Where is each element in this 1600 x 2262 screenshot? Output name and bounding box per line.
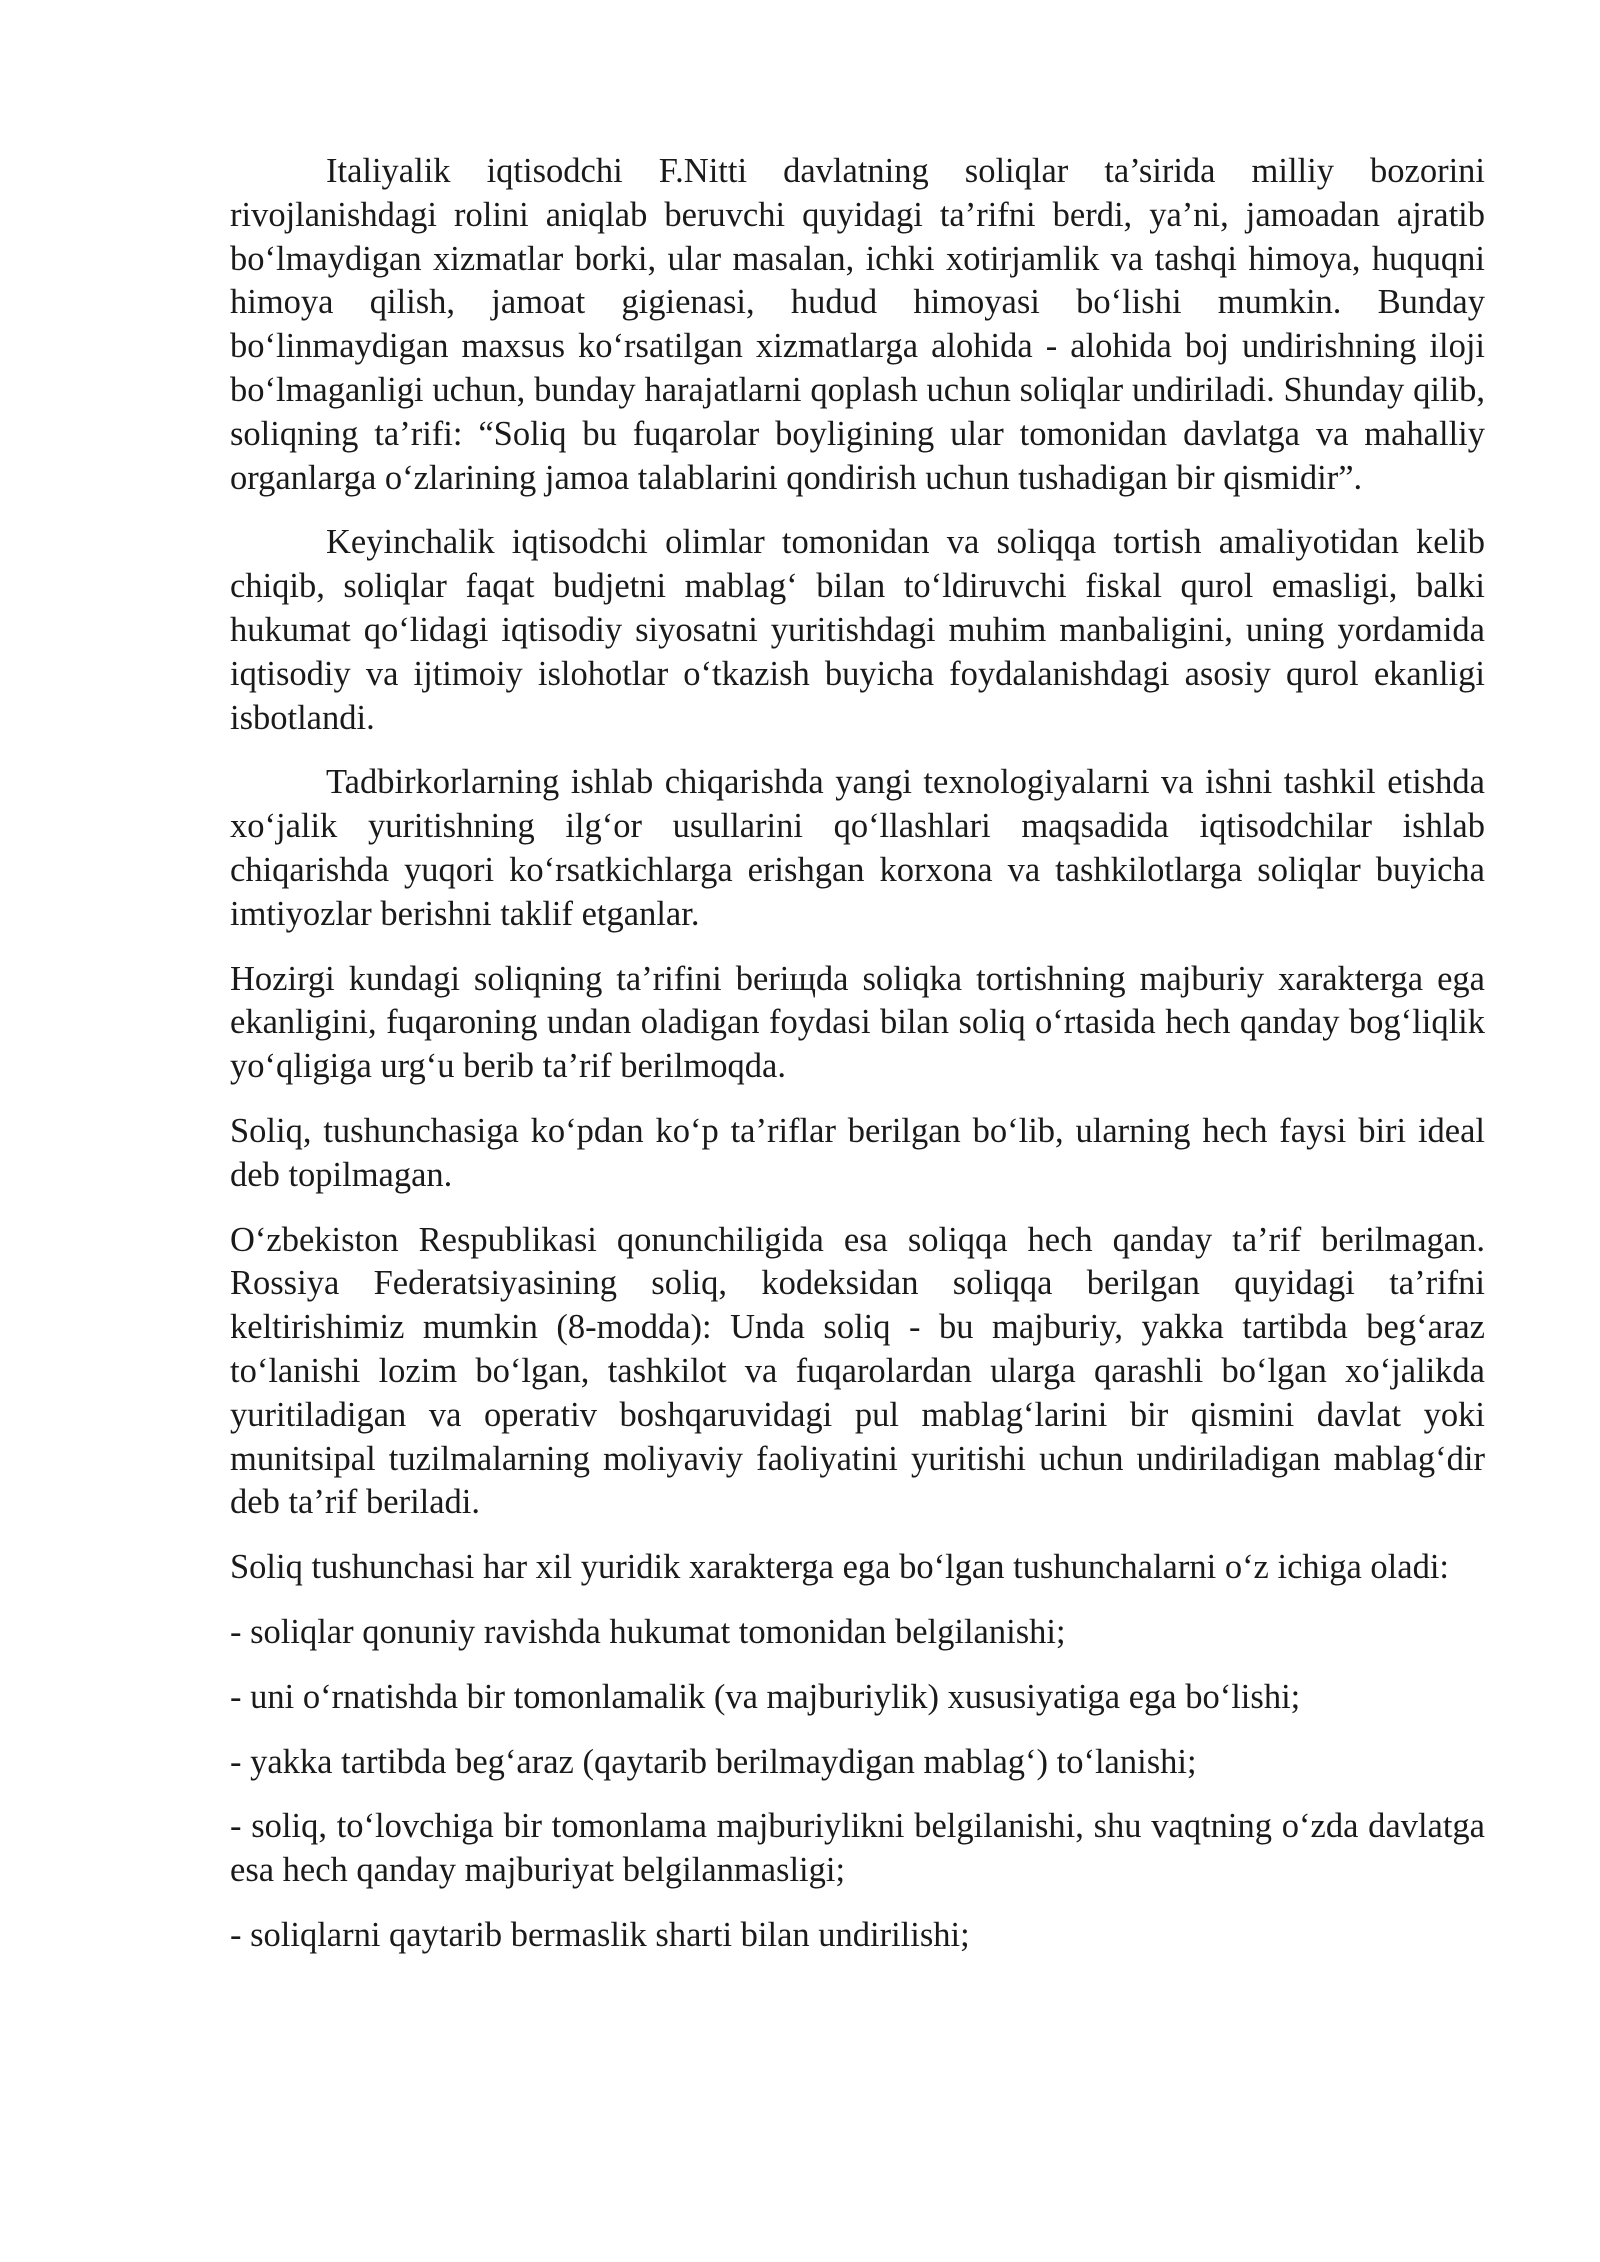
list-item: - soliqlar qonuniy ravishda hukumat tomonidan belgilanishi; (230, 1612, 1066, 1651)
paragraph-many-definitions: Soliq, tushunchasiga ko‘pdan ko‘p ta’riflar berilgan bo‘lib, ularning hech faysi biri ideal deb topilmagan. (230, 1111, 1485, 1194)
list-item: - yakka tartibda beg‘araz (qaytarib berilmaydigan mablag‘) to‘lanishi; (230, 1742, 1197, 1781)
paragraph-economists-proof: Keyinchalik iqtisodchi olimlar tomonidan va soliqqa tortish amaliyotidan kelib chiqib, soliqlar faqat budjetni mablag‘ bilan to‘ldiruvchi fiskal qurol emasligi, balki hukumat qo‘lidagi iqtisodiy siyosatni yuritishdagi muhim manbaligini, uning yordamida iqtisodiy va ijtimoiy islohotlar o‘tkazish buyicha foydalanishdagi asosiy qurol ekanligi isbotlandi. (230, 523, 1485, 737)
document-page (230, 150, 1485, 1979)
list-item: - uni o‘rnatishda bir tomonlamalik (va majburiylik) xususiyatiga ega bo‘lishi; (230, 1677, 1301, 1716)
list-item: - soliq, to‘lovchiga bir tomonlama majburiylikni belgilanishi, shu vaqtning o‘zda davlatga esa hech qanday majburiyat belgilanmasligi; (230, 1807, 1485, 1890)
paragraph-current-definition: Hozirgi kundagi soliqning ta’rifini beriщda soliqka tortishning majburiy xarakterga ega ekanligini, fuqaroning undan oladigan foydasi bilan soliq o‘rtasida hech qanday bog‘liqlik yo‘qligiga urg‘u berib ta’rif berilmoqda. (230, 959, 1485, 1086)
paragraph-uzbekistan-russia-law: O‘zbekiston Respublikasi qonunchiligida esa soliqqa hech qanday ta’rif berilmagan. Rossiya Federatsiyasining soliq, kodeksidan soliqqa berilgan quyidagi ta’rifni keltirishimiz mumkin (8-modda): Unda soliq - bu majburiy, yakka tartibda beg‘araz to‘lanishi lozim bo‘lgan, tashkilot va fuqarolardan ularga qarashli bo‘lgan xo‘jalikda yuritiladigan va operativ boshqaruvidagi pul mablag‘larini bir qismini davlat yoki munitsipal tuzilmalarning moliyaviy faoliyatini yuritishi uchun undiriladigan mablag‘dir deb ta’rif beriladi. (230, 1220, 1485, 1522)
paragraph-concept-intro: Soliq tushunchasi har xil yuridik xarakterga ega bo‘lgan tushunchalarni o‘z ichiga oladi: (230, 1548, 1449, 1587)
paragraph-entrepreneurs-incentives: Tadbirkorlarning ishlab chiqarishda yangi texnologiyalarni va ishni tashkil etishda xo‘jalik yuritishning ilg‘or usullarini qo‘llashlari maqsadida iqtisodchilar ishlab chiqarishda yuqori ko‘rsatkichlarga erishgan korxona va tashkilotlarga soliqlar buyicha imtiyozlar berishni taklif etganlar. (230, 763, 1485, 933)
paragraph-nitti-definition: Italiyalik iqtisodchi F.Nitti davlatning soliqlar ta’sirida milliy bozorini rivojlanishdagi rolini aniqlab beruvchi quyidagi ta’rifni berdi, ya’ni, jamoadan ajratib bo‘lmaydigan xizmatlar borki, ular masalan, ichki xotirjamlik va tashqi himoya, huquqni himoya qilish, jamoat gigienasi, hudud himoyasi bo‘lishi mumkin. Bunday bo‘linmaydigan maxsus ko‘rsatilgan xizmatlarga alohida - alohida boj undirishning iloji bo‘lmaganligi uchun, bunday harajatlarni qoplash uchun soliqlar undiriladi. Shunday qilib, soliqning ta’rifi: “Soliq bu fuqarolar boyligining ular tomonidan davlatga va mahalliy organlarga o‘zlarining jamoa talablarini qondirish uchun tushadigan bir qismidir”. (230, 152, 1485, 497)
list-item: - soliqlarni qaytarib bermaslik sharti bilan undirilishi; (230, 1915, 970, 1954)
